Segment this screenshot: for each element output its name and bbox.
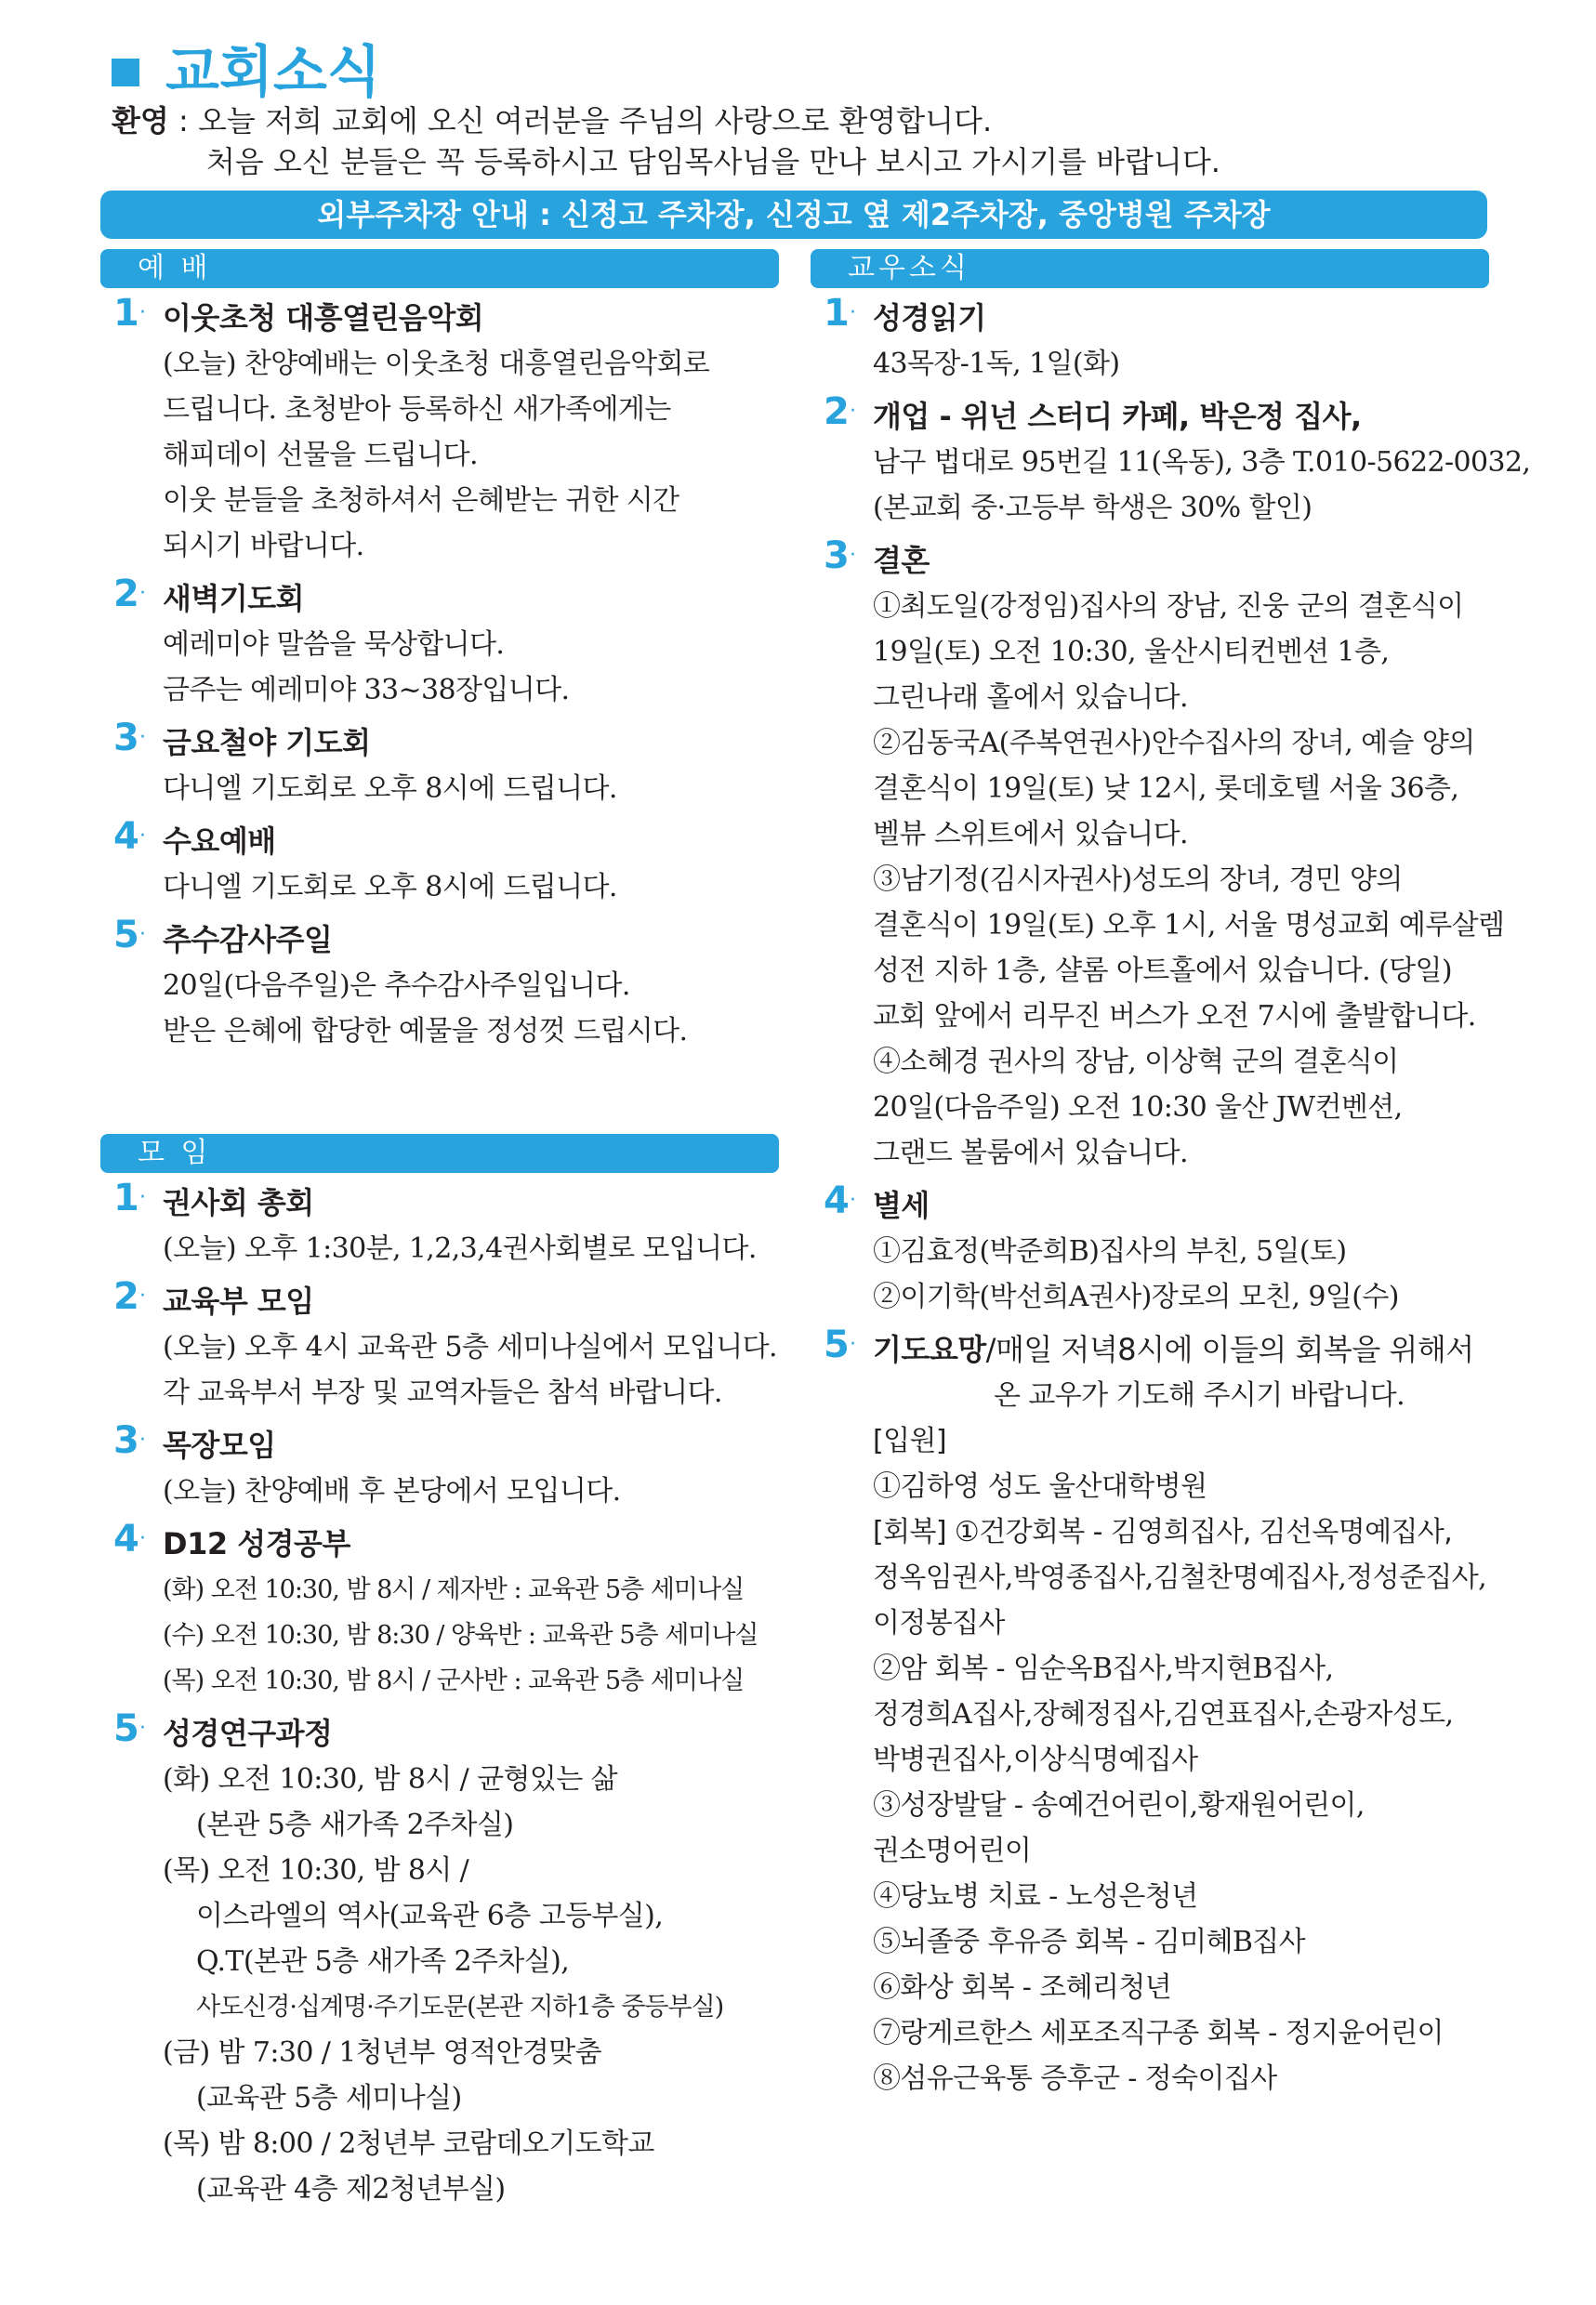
item-line: 남구 법대로 95번길 11(옥동), 3층 T.010-5622-0032, xyxy=(873,446,1531,479)
bullet-dot-icon: · xyxy=(850,400,856,423)
worship-item xyxy=(100,815,779,910)
bullet-dot-icon: · xyxy=(139,301,146,324)
item-number: 2 xyxy=(113,573,139,615)
item-number: 3 xyxy=(113,717,139,759)
item-line: 20일(다음주일) 오전 10:30 울산 JW컨벤션, xyxy=(873,1091,1403,1124)
welcome-message xyxy=(112,100,1220,182)
item-number: 5 xyxy=(113,914,139,956)
bullet-dot-icon: · xyxy=(139,1186,146,1209)
item-line: 그랜드 볼룸에서 있습니다. xyxy=(873,1137,1188,1169)
item-line: [입원] xyxy=(873,1425,946,1457)
item-line: ⑤뇌졸중 후유증 회복 - 김미혜B집사 xyxy=(873,1926,1306,1958)
bullet-dot-icon: · xyxy=(850,1189,856,1212)
item-line: 교회 앞에서 리무진 버스가 오전 7시에 출발합니다. xyxy=(873,1000,1476,1033)
worship-item xyxy=(100,914,779,1054)
item-line: 그린나래 홀에서 있습니다. xyxy=(873,681,1188,714)
item-line: 정경희A집사,장혜정집사,김연표집사,손광자성도, xyxy=(873,1698,1454,1731)
item-heading xyxy=(163,296,779,341)
bullet-dot-icon: · xyxy=(139,1717,146,1740)
meetings-item xyxy=(100,1177,779,1271)
item-heading-text: 결혼 xyxy=(873,543,930,578)
item-line: ①김하영 성도 울산대학병원 xyxy=(873,1470,1207,1503)
worship-item xyxy=(100,717,779,811)
worship-item xyxy=(100,573,779,713)
worship-item xyxy=(100,292,779,569)
item-heading xyxy=(163,1180,779,1226)
item-number: 1 xyxy=(113,292,139,335)
item-line: 벨뷰 스위트에서 있습니다. xyxy=(873,818,1188,850)
item-heading xyxy=(163,720,779,766)
item-number: 4 xyxy=(113,815,139,858)
item-heading-text: 금요철야 기도회 xyxy=(163,725,371,760)
members-item xyxy=(811,1324,1489,2101)
bullet-dot-icon: · xyxy=(139,1429,146,1452)
item-heading xyxy=(163,917,779,963)
item-line: 박병권집사,이상식명예집사 xyxy=(873,1744,1198,1776)
item-line: (본관 5층 새가족 2주차실) xyxy=(196,1809,514,1841)
item-line: (교육관 4층 제2청년부실) xyxy=(196,2173,506,2206)
item-line: 결혼식이 19일(토) 낮 12시, 롯데호텔 서울 36층, xyxy=(873,772,1459,805)
item-heading xyxy=(163,819,779,864)
item-heading-text: 이웃초청 대흥열린음악회 xyxy=(163,300,484,336)
item-line: 권소명어린이 xyxy=(873,1835,1032,1867)
bullet-dot-icon: · xyxy=(139,582,146,605)
item-line: 사도신경·십계명·주기도문(본관 지하1층 중등부실) xyxy=(196,1993,724,2022)
bullet-dot-icon: · xyxy=(139,923,146,946)
members-news-section-header: 교우소식 xyxy=(811,249,1489,288)
members-item xyxy=(811,390,1531,531)
item-number: 3 xyxy=(824,534,850,577)
item-heading xyxy=(163,1423,779,1469)
item-number: 1 xyxy=(113,1177,139,1219)
bullet-dot-icon: · xyxy=(850,1333,856,1356)
item-line: 성전 지하 1층, 샬롬 아트홀에서 있습니다. (당일) xyxy=(873,955,1453,987)
item-line: Q.T(본관 5층 새가족 2주차실), xyxy=(196,1945,570,1978)
meetings-section xyxy=(100,1134,779,2212)
item-line: ②암 회복 - 임순옥B집사,박지현B집사, xyxy=(873,1653,1334,1685)
item-line: 다니엘 기도회로 오후 8시에 드립니다. xyxy=(163,772,617,805)
item-number: 2 xyxy=(113,1275,139,1318)
item-line: 예레미야 말씀을 묵상합니다. xyxy=(163,628,505,661)
meetings-item xyxy=(100,1419,779,1514)
item-heading-text: 수요예배 xyxy=(163,823,276,859)
item-heading-suffix: /매일 저녁8시에 이들의 회복을 위해서 xyxy=(985,1332,1474,1367)
welcome-text-1: : 오늘 저희 교회에 오신 여러분을 주님의 사랑으로 환영합니다. xyxy=(168,103,993,138)
item-line: 각 교육부서 부장 및 교역자들은 참석 바랍니다. xyxy=(163,1376,722,1409)
item-heading-text: 성경읽기 xyxy=(873,300,986,336)
item-line: (교육관 5층 세미나실) xyxy=(196,2082,462,2114)
page-title-text: 교회소식 xyxy=(165,40,381,105)
item-heading xyxy=(873,394,1489,440)
item-line: 해피데이 선물을 드립니다. xyxy=(163,439,478,471)
page-title xyxy=(112,39,381,106)
item-number: 1 xyxy=(824,292,850,335)
item-line: 온 교우가 기도해 주시기 바랍니다. xyxy=(994,1379,1405,1412)
item-line: 19일(토) 오전 10:30, 울산시티컨벤션 1층, xyxy=(873,636,1390,668)
item-heading-text: 개업 - 위넌 스터디 카페, 박은정 집사, xyxy=(873,399,1362,434)
item-line: (수) 오전 10:30, 밤 8:30 / 양육반 : 교육관 5층 세미나실 xyxy=(163,1621,758,1650)
item-line: (목) 오전 10:30, 밤 8시 / 군사반 : 교육관 5층 세미나실 xyxy=(163,1666,745,1695)
item-line: ②이기학(박선희A권사)장로의 모친, 9일(수) xyxy=(873,1281,1399,1313)
item-number: 5 xyxy=(113,1707,139,1750)
item-heading-text: 새벽기도회 xyxy=(163,581,305,616)
item-line: (목) 오전 10:30, 밤 8시 / xyxy=(163,1854,469,1887)
bullet-dot-icon: · xyxy=(850,301,856,324)
bullet-dot-icon: · xyxy=(139,824,146,848)
members-news-section xyxy=(811,249,1531,2101)
item-heading-text: 성경연구과정 xyxy=(163,1716,333,1751)
item-line: (오늘) 찬양예배는 이웃초청 대흥열린음악회로 xyxy=(163,348,710,380)
members-item xyxy=(811,1179,1489,1320)
item-line: [회복] ①건강회복 - 김영희집사, 김선옥명예집사, xyxy=(873,1516,1453,1548)
bullet-dot-icon: · xyxy=(139,726,146,749)
item-heading xyxy=(163,576,779,622)
item-line: 20일(다음주일)은 추수감사주일입니다. xyxy=(163,969,630,1002)
item-number: 4 xyxy=(824,1179,850,1222)
meetings-item xyxy=(100,1707,779,2212)
item-line: 이스라엘의 역사(교육관 6층 고등부실), xyxy=(196,1900,664,1932)
item-heading xyxy=(873,538,1489,584)
item-line: ⑧섬유근육통 증후군 - 정숙이집사 xyxy=(873,2062,1277,2095)
welcome-text-2: 처음 오신 분들은 꼭 등록하시고 담임목사님을 만나 보시고 가시기를 바랍니다. xyxy=(206,144,1220,179)
welcome-label: 환영 xyxy=(112,103,169,138)
item-heading xyxy=(873,1327,1489,1373)
item-heading-text: 권사회 총회 xyxy=(163,1185,314,1220)
welcome-line-1 xyxy=(112,100,1220,141)
item-line: ④소혜경 권사의 장남, 이상혁 군의 결혼식이 xyxy=(873,1046,1399,1078)
meetings-item xyxy=(100,1518,779,1704)
item-line: 받은 은혜에 합당한 예물을 정성껏 드립시다. xyxy=(163,1015,688,1047)
item-line: (금) 밤 7:30 / 1청년부 영적안경맞춤 xyxy=(163,2036,602,2069)
item-line: ①최도일(강정임)집사의 장남, 진웅 군의 결혼식이 xyxy=(873,590,1464,623)
item-heading xyxy=(873,296,1489,341)
item-number: 3 xyxy=(113,1419,139,1462)
item-line: 되시기 바랍니다. xyxy=(163,530,364,562)
item-line: 다니엘 기도회로 오후 8시에 드립니다. xyxy=(163,871,617,903)
item-line: ④당뇨병 치료 - 노성은청년 xyxy=(873,1880,1198,1913)
item-number: 5 xyxy=(824,1324,850,1366)
item-number: 2 xyxy=(824,390,850,433)
item-line: ③남기정(김시자권사)성도의 장녀, 경민 양의 xyxy=(873,863,1403,896)
item-heading-text: 교육부 모임 xyxy=(163,1284,314,1319)
item-line: 이웃 분들을 초청하셔서 은혜받는 귀한 시간 xyxy=(163,484,679,517)
item-line: 43목장-1독, 1일(화) xyxy=(873,348,1120,380)
item-heading xyxy=(163,1521,779,1567)
item-line: (오늘) 찬양예배 후 본당에서 모입니다. xyxy=(163,1475,621,1508)
item-line: 금주는 예레미야 33~38장입니다. xyxy=(163,674,570,706)
item-line: (목) 밤 8:00 / 2청년부 코람데오기도학교 xyxy=(163,2127,654,2160)
parking-banner: 외부주차장 안내 : 신정고 주차장, 신정고 옆 제2주차장, 중앙병원 주차장 xyxy=(100,191,1487,239)
item-line: ⑦랑게르한스 세포조직구종 회복 - 정지윤어린이 xyxy=(873,2017,1444,2049)
members-item xyxy=(811,292,1489,387)
item-line: ⑥화상 회복 - 조혜리청년 xyxy=(873,1971,1172,2004)
item-heading-text: 기도요망 xyxy=(873,1332,986,1367)
item-line: ③성장발달 - 송예건어린이,황재원어린이, xyxy=(873,1789,1365,1822)
worship-section-header: 예 배 xyxy=(100,249,779,288)
square-bullet-icon xyxy=(112,59,139,86)
members-item xyxy=(811,534,1505,1176)
item-heading xyxy=(163,1279,779,1324)
item-line: (화) 오전 10:30, 밤 8시 / 제자반 : 교육관 5층 세미나실 xyxy=(163,1575,745,1604)
item-line: ①김효정(박준희B)집사의 부친, 5일(토) xyxy=(873,1235,1347,1268)
item-heading xyxy=(163,1711,779,1757)
item-line: (오늘) 오후 1:30분, 1,2,3,4권사회별로 모입니다. xyxy=(163,1232,757,1265)
meetings-item xyxy=(100,1275,779,1416)
item-line: ②김동국A(주복연권사)안수집사의 장녀, 예슬 양의 xyxy=(873,727,1475,759)
item-heading-text: 추수감사주일 xyxy=(163,922,333,957)
meetings-section-header: 모 임 xyxy=(100,1134,779,1173)
item-line: (본교회 중·고등부 학생은 30% 할인) xyxy=(873,492,1312,524)
worship-section xyxy=(100,249,779,1054)
bullet-dot-icon: · xyxy=(139,1284,146,1308)
item-line: 결혼식이 19일(토) 오후 1시, 서울 명성교회 예루살렘 xyxy=(873,909,1505,942)
item-line: 드립니다. 초청받아 등록하신 새가족에게는 xyxy=(163,393,671,426)
item-line: 정옥임권사,박영종집사,김철찬명예집사,정성준집사, xyxy=(873,1561,1487,1594)
item-number: 4 xyxy=(113,1518,139,1561)
item-heading-text: 별세 xyxy=(873,1188,930,1223)
item-line: (화) 오전 10:30, 밤 8시 / 균형있는 삶 xyxy=(163,1763,617,1796)
item-heading-text: D12 성경공부 xyxy=(163,1526,350,1561)
item-heading-text: 목장모임 xyxy=(163,1428,276,1463)
item-line: 이정봉집사 xyxy=(873,1607,1005,1640)
bullet-dot-icon: · xyxy=(850,544,856,567)
item-line: (오늘) 오후 4시 교육관 5층 세미나실에서 모입니다. xyxy=(163,1331,777,1363)
bullet-dot-icon: · xyxy=(139,1527,146,1550)
item-heading xyxy=(873,1183,1489,1229)
